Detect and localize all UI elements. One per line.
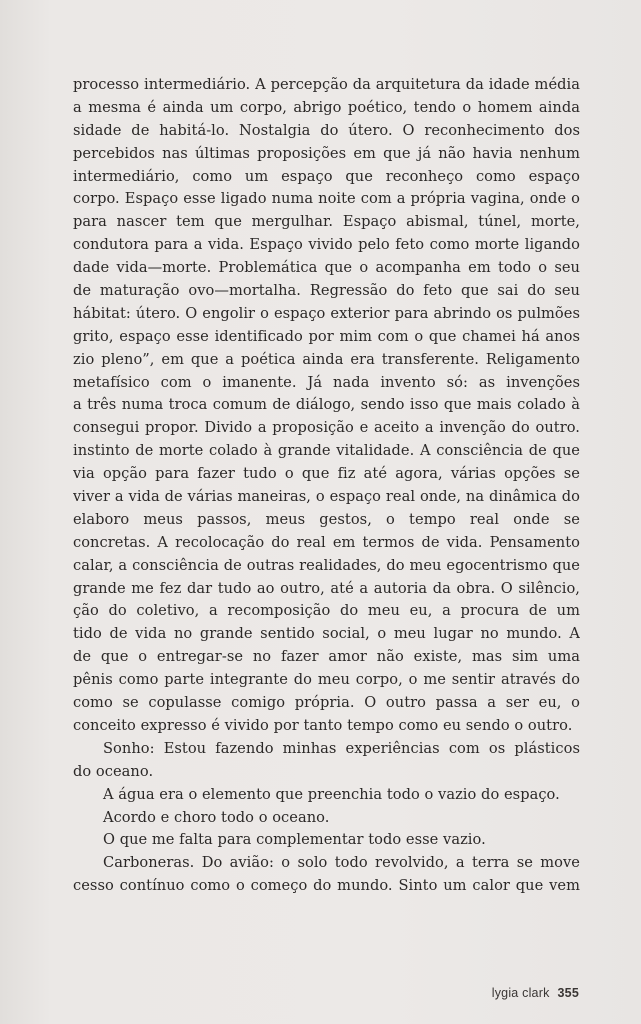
text-line: grito, espaço esse identificado por mim com o que chamei há anos xyxy=(73,327,580,345)
text-line: processo intermediário. A percepção da arquitetura da idade média xyxy=(73,76,580,93)
page-number: 355 xyxy=(557,986,579,1000)
text-line: via opção para fazer tudo o que fiz até agora, várias opções se xyxy=(73,465,580,483)
running-footer xyxy=(492,986,579,1000)
text-line: percebidos nas últimas proposições em que já não havia nenhum xyxy=(73,144,580,162)
text-line: zio pleno”, em que a poética ainda era transferente. Religamento xyxy=(73,350,580,368)
text-line: tido de vida no grande sentido social, o meu lugar no mundo. A xyxy=(73,625,580,643)
text-line: viver a vida de várias maneiras, o espaço real onde, na dinâmica do xyxy=(73,488,580,506)
paragraph-carboneras-line: cesso contínuo como o começo do mundo. Sinto um calor que vem xyxy=(73,877,580,895)
paragraph-missing: O que me falta para complementar todo esse vazio. xyxy=(103,831,486,849)
text-line: de que o entregar-se no fazer amor não existe, mas sim uma xyxy=(73,648,580,666)
paragraph-carboneras-line: Carboneras. Do avião: o solo todo revolvido, a terra se move xyxy=(103,854,580,872)
text-line: condutora para a vida. Espaço vivido pelo feto como morte ligando xyxy=(73,236,580,254)
text-line: hábitat: útero. O engolir o espaço exterior para abrindo os pulmões xyxy=(73,304,580,322)
paragraph-water: A água era o elemento que preenchia todo o vazio do espaço. xyxy=(103,785,560,803)
text-line: elaboro meus passos, meus gestos, o tempo real onde se xyxy=(73,510,580,528)
text-line: intermediário, como um espaço que reconheço como espaço xyxy=(73,167,580,185)
text-line: a três numa troca comum de diálogo, sendo isso que mais colado à xyxy=(73,396,580,414)
body-text xyxy=(73,74,580,898)
footer-author: lygia clark xyxy=(491,986,550,1000)
text-line: a mesma é ainda um corpo, abrigo poético, tendo o homem ainda xyxy=(73,98,580,116)
text-line: metafísico com o imanente. Já nada invento só: as invenções xyxy=(73,373,580,391)
text-line: dade vida—morte. Problemática que o acompanha em todo o seu xyxy=(73,259,580,277)
text-line: calar, a consciência de outras realidades, do meu egocentrismo que xyxy=(73,556,580,574)
text-line: pênis como parte integrante do meu corpo, o me sentir através do xyxy=(73,671,580,689)
text-line: como se copulasse comigo própria. O outro passa a ser eu, o xyxy=(73,694,580,712)
text-line: ção do coletivo, a recomposição do meu eu, a procura de um xyxy=(73,602,580,620)
text-line: concretas. A recolocação do real em termos de vida. Pensamento xyxy=(73,533,580,551)
paragraph-wake: Acordo e choro todo o oceano. xyxy=(103,808,330,826)
text-line: corpo. Espaço esse ligado numa noite com a própria vagina, onde o xyxy=(73,190,580,208)
text-line: instinto de morte colado à grande vitalidade. A consciência de que xyxy=(73,442,580,460)
text-line-last: conceito expresso é vivido por tanto tempo como eu sendo o outro. xyxy=(73,716,573,734)
text-line: grande me fez dar tudo ao outro, até a autoria da obra. O silêncio, xyxy=(73,579,580,597)
paragraph-dream-line: Sonho: Estou fazendo minhas experiências com os plásticos xyxy=(103,739,580,757)
text-line: sidade de habitá-lo. Nostalgia do útero. O reconhecimento dos xyxy=(73,121,580,139)
paragraph-dream-line: do oceano. xyxy=(73,762,154,780)
text-line: consegui propor. Divido a proposição e aceito a invenção do outro. xyxy=(73,419,580,437)
text-line: de maturação ovo—mortalha. Regressão do feto que sai do seu xyxy=(73,282,580,300)
text-line: para nascer tem que mergulhar. Espaço abismal, túnel, morte, xyxy=(73,213,580,231)
